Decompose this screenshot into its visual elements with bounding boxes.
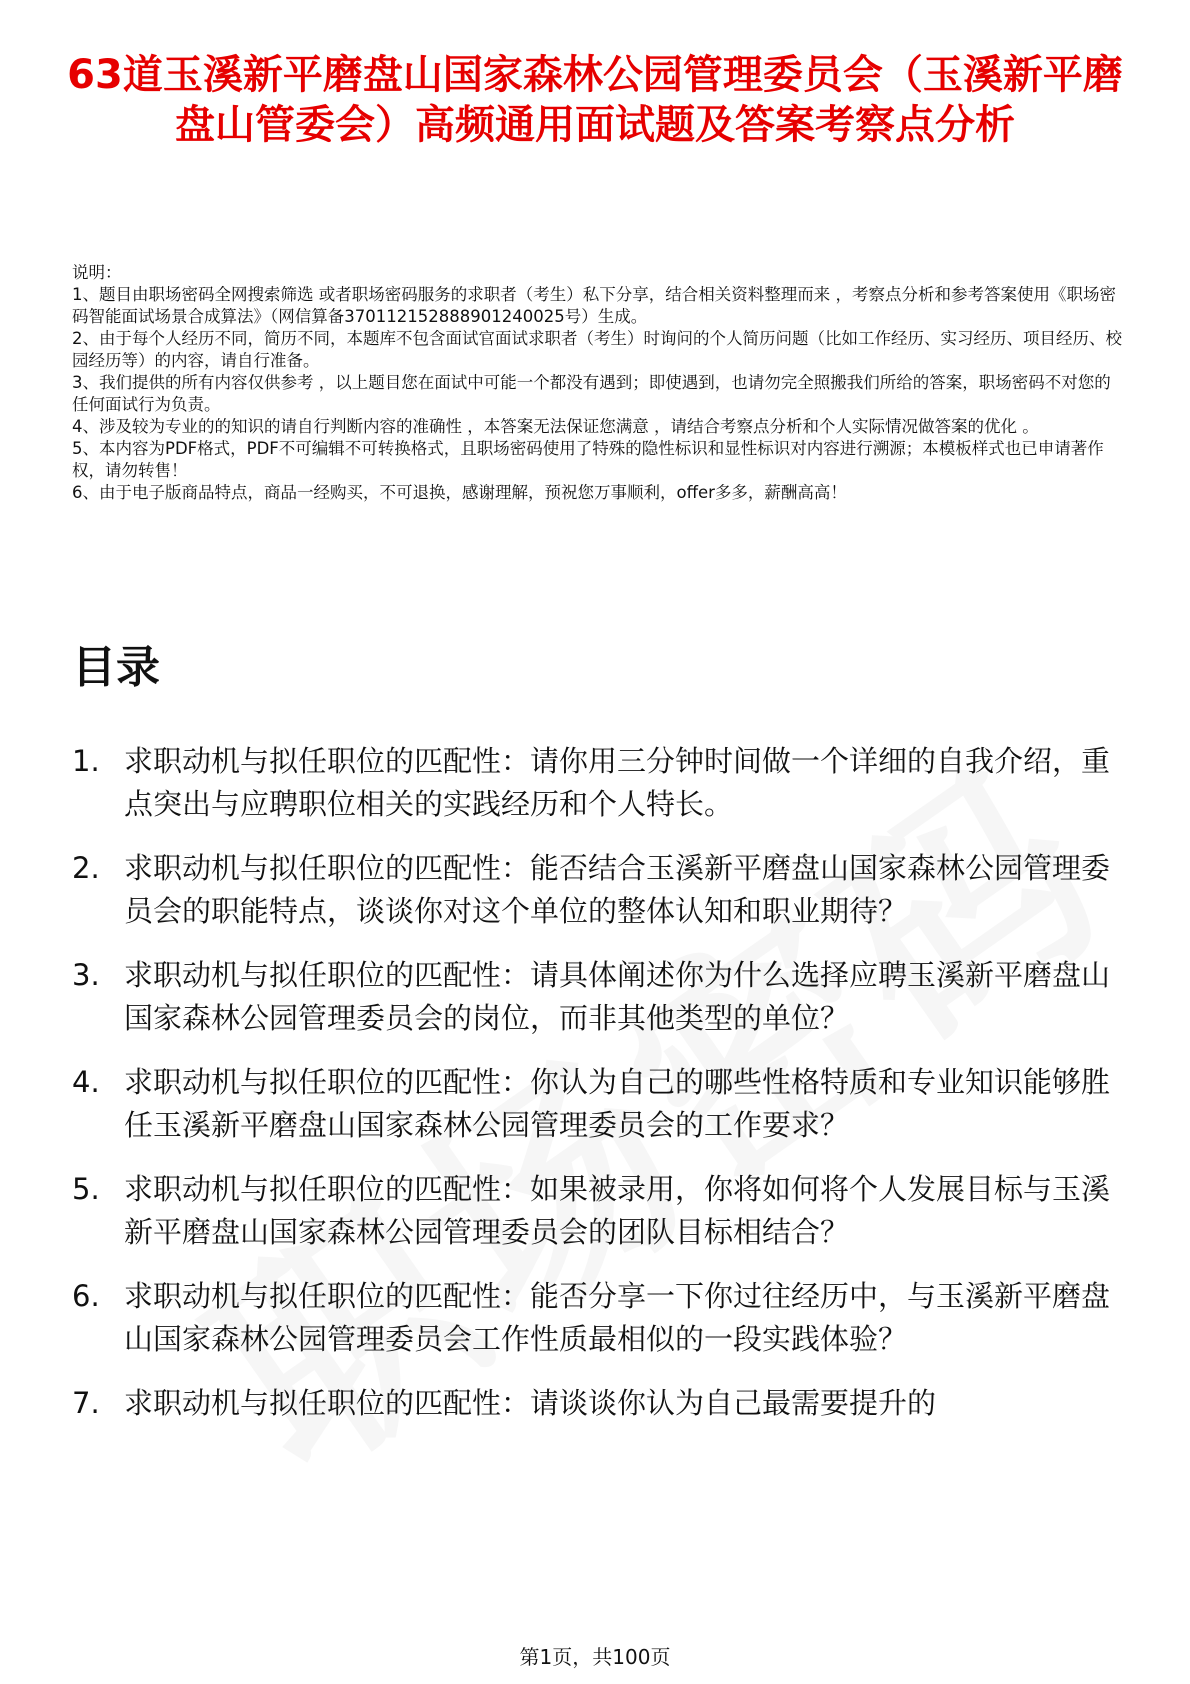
toc-item-number: 3. [72,958,100,992]
toc-item[interactable] [72,847,1132,933]
toc-list [72,740,1132,1446]
toc-item[interactable] [72,740,1132,826]
toc-item-text: 求职动机与拟任职位的匹配性：能否分享一下你过往经历中，与玉溪新平磨盘山国家森林公园管理委员会工作性质最相似的一段实践体验？ [124,1279,1111,1356]
notes-label: 说明： [72,263,122,282]
note-line: 1、题目由职场密码全网搜索筛选 或者职场密码服务的求职者（考生）私下分享，结合相关资料整理而来 ，考察点分析和参考答案使用《职场密码智能面试场景合成算法》（网信算备370112152888901240025号）生成。 [72,285,1116,326]
toc-item-number: 2. [72,851,100,885]
toc-item[interactable] [72,1168,1132,1254]
toc-item[interactable] [72,1275,1132,1361]
page-footer: 第1页，共100页 [519,1645,671,1669]
document-title: 63道玉溪新平磨盘山国家森林公园管理委员会（玉溪新平磨盘山管委会）高频通用面试题及答案考察点分析 [67,52,1123,148]
toc-item-number: 7. [72,1386,100,1420]
toc-item-text: 求职动机与拟任职位的匹配性：如果被录用，你将如何将个人发展目标与玉溪新平磨盘山国家森林公园管理委员会的团队目标相结合？ [124,1172,1111,1249]
toc-item-text: 求职动机与拟任职位的匹配性：请谈谈你认为自己最需要提升的 [124,1386,937,1420]
note-line: 5、本内容为PDF格式，PDF不可编辑不可转换格式，且职场密码使用了特殊的隐性标识和显性标识对内容进行溯源；本模板样式也已申请著作权，请勿转售！ [72,439,1104,480]
note-line: 2、由于每个人经历不同，简历不同，本题库不包含面试官面试求职者（考生）时询问的个人简历问题（比如工作经历、实习经历、项目经历、校园经历等）的内容，请自行准备。 [72,329,1122,370]
toc-item-text: 求职动机与拟任职位的匹配性：能否结合玉溪新平磨盘山国家森林公园管理委员会的职能特点，谈谈你对这个单位的整体认知和职业期待？ [124,851,1111,928]
toc-item-number: 6. [72,1279,100,1313]
note-line: 3、我们提供的所有内容仅供参考 ，以上题目您在面试中可能一个都没有遇到；即使遇到，也请勿完全照搬我们所给的答案，职场密码不对您的任何面试行为负责。 [72,373,1111,414]
note-line: 4、涉及较为专业的的知识的请自行判断内容的准确性 ，本答案无法保证您满意 ，请结合考察点分析和个人实际情况做答案的优化 。 [72,417,1039,436]
toc-item[interactable] [72,954,1132,1040]
toc-item-text: 求职动机与拟任职位的匹配性：请具体阐述你为什么选择应聘玉溪新平磨盘山国家森林公园管理委员会的岗位，而非其他类型的单位？ [124,958,1111,1035]
toc-item-number: 4. [72,1065,100,1099]
notes-section [72,262,1122,504]
toc-item-number: 5. [72,1172,100,1206]
toc-item-text: 求职动机与拟任职位的匹配性：你认为自己的哪些性格特质和专业知识能够胜任玉溪新平磨盘山国家森林公园管理委员会的工作要求？ [124,1065,1111,1142]
toc-item-number: 1. [72,744,100,778]
toc-item[interactable] [72,1382,1132,1425]
toc-item[interactable] [72,1061,1132,1147]
note-line: 6、由于电子版商品特点，商品一经购买，不可退换，感谢理解，预祝您万事顺利，offer多多，薪酬高高！ [72,483,847,502]
toc-item-text: 求职动机与拟任职位的匹配性：请你用三分钟时间做一个详细的自我介绍，重点突出与应聘职位相关的实践经历和个人特长。 [124,744,1111,821]
toc-heading: 目录 [72,642,160,693]
